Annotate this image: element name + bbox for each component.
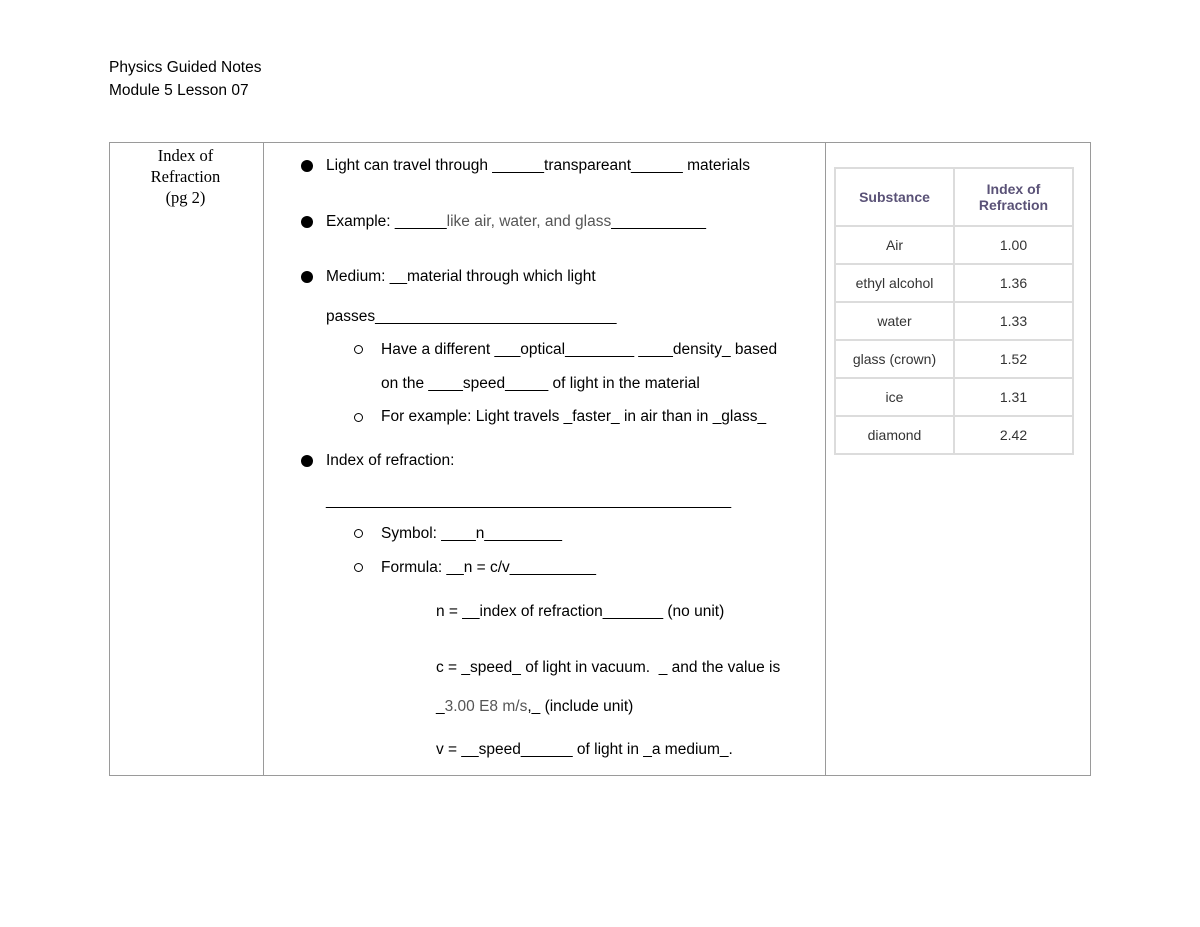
bullet-icon [301,271,313,283]
bullet-icon [301,455,313,467]
variable-definition: c = _speed_ of light in vacuum. _ and the value is [436,659,781,676]
note-sub-bullet: Formula: __n = c/v__________ [381,559,596,576]
substance-cell: water [835,302,954,340]
index-cell: 1.31 [954,378,1073,416]
substance-cell: diamond [835,416,954,454]
note-text: Example: ______ [326,213,447,230]
table-row [835,226,1073,264]
bullet-icon [301,216,313,228]
substance-cell: glass (crown) [835,340,954,378]
column-header-substance: Substance [835,168,954,226]
note-bullet [326,212,706,232]
index-cell: 1.36 [954,264,1073,302]
variable-definition: n = __index of refraction_______ (no unit) [436,603,725,620]
index-cell: 1.00 [954,226,1073,264]
table-row [835,264,1073,302]
note-continuation: passes____________________________ [326,308,617,325]
topic-title [108,143,263,208]
topic-column [110,143,264,775]
column-header-index [954,168,1073,226]
substance-cell: ethyl alcohol [835,264,954,302]
table-header-row [835,168,1073,226]
header-line: Refraction [978,197,1049,213]
module-title: Module 5 Lesson 07 [109,82,249,99]
note-sub-bullet: Symbol: ____n_________ [381,525,562,542]
header-line: Index of [986,181,1041,197]
sub-bullet-icon [354,563,363,572]
table-row [835,340,1073,378]
bullet-icon [301,160,313,172]
document-header [109,56,262,102]
note-continuation: on the ____speed_____ of light in the material [381,375,700,392]
sub-bullet-icon [354,413,363,422]
index-cell: 1.52 [954,340,1073,378]
note-sub-bullet: For example: Light travels _faster_ in air than in _glass_ [381,408,767,425]
substance-cell: ice [835,378,954,416]
index-cell: 1.33 [954,302,1073,340]
substance-cell: Air [835,226,954,264]
reference-column [826,143,1090,775]
note-text: ,_ (include unit) [527,698,634,715]
topic-line: Refraction [150,167,221,186]
variable-definition: v = __speed______ of light in _a medium_. [436,741,733,758]
note-bullet: Medium: __material through which light [326,268,596,285]
notes-column [264,143,826,775]
note-text: _ [436,698,445,715]
note-bullet: Index of refraction: [326,452,455,469]
note-sub-bullet: Have a different ___optical________ ____density_ based [381,341,778,358]
table-row [835,302,1073,340]
note-bullet: Light can travel through ______transpareant______ materials [326,157,750,174]
course-title: Physics Guided Notes [109,59,262,76]
note-answer: 3.00 E8 m/s [444,698,528,715]
note-text: ___________ [611,213,707,230]
answer-blank: _______________________________________________ [326,492,732,509]
note-answer: like air, water, and glass [446,213,612,230]
topic-line: Index of [157,146,214,165]
sub-bullet-icon [354,345,363,354]
index-cell: 2.42 [954,416,1073,454]
variable-definition [436,697,633,717]
refraction-index-table [834,167,1074,455]
notes-table [109,142,1091,776]
topic-page-ref: (pg 2) [165,188,206,207]
table-row [835,378,1073,416]
table-row [835,416,1073,454]
sub-bullet-icon [354,529,363,538]
